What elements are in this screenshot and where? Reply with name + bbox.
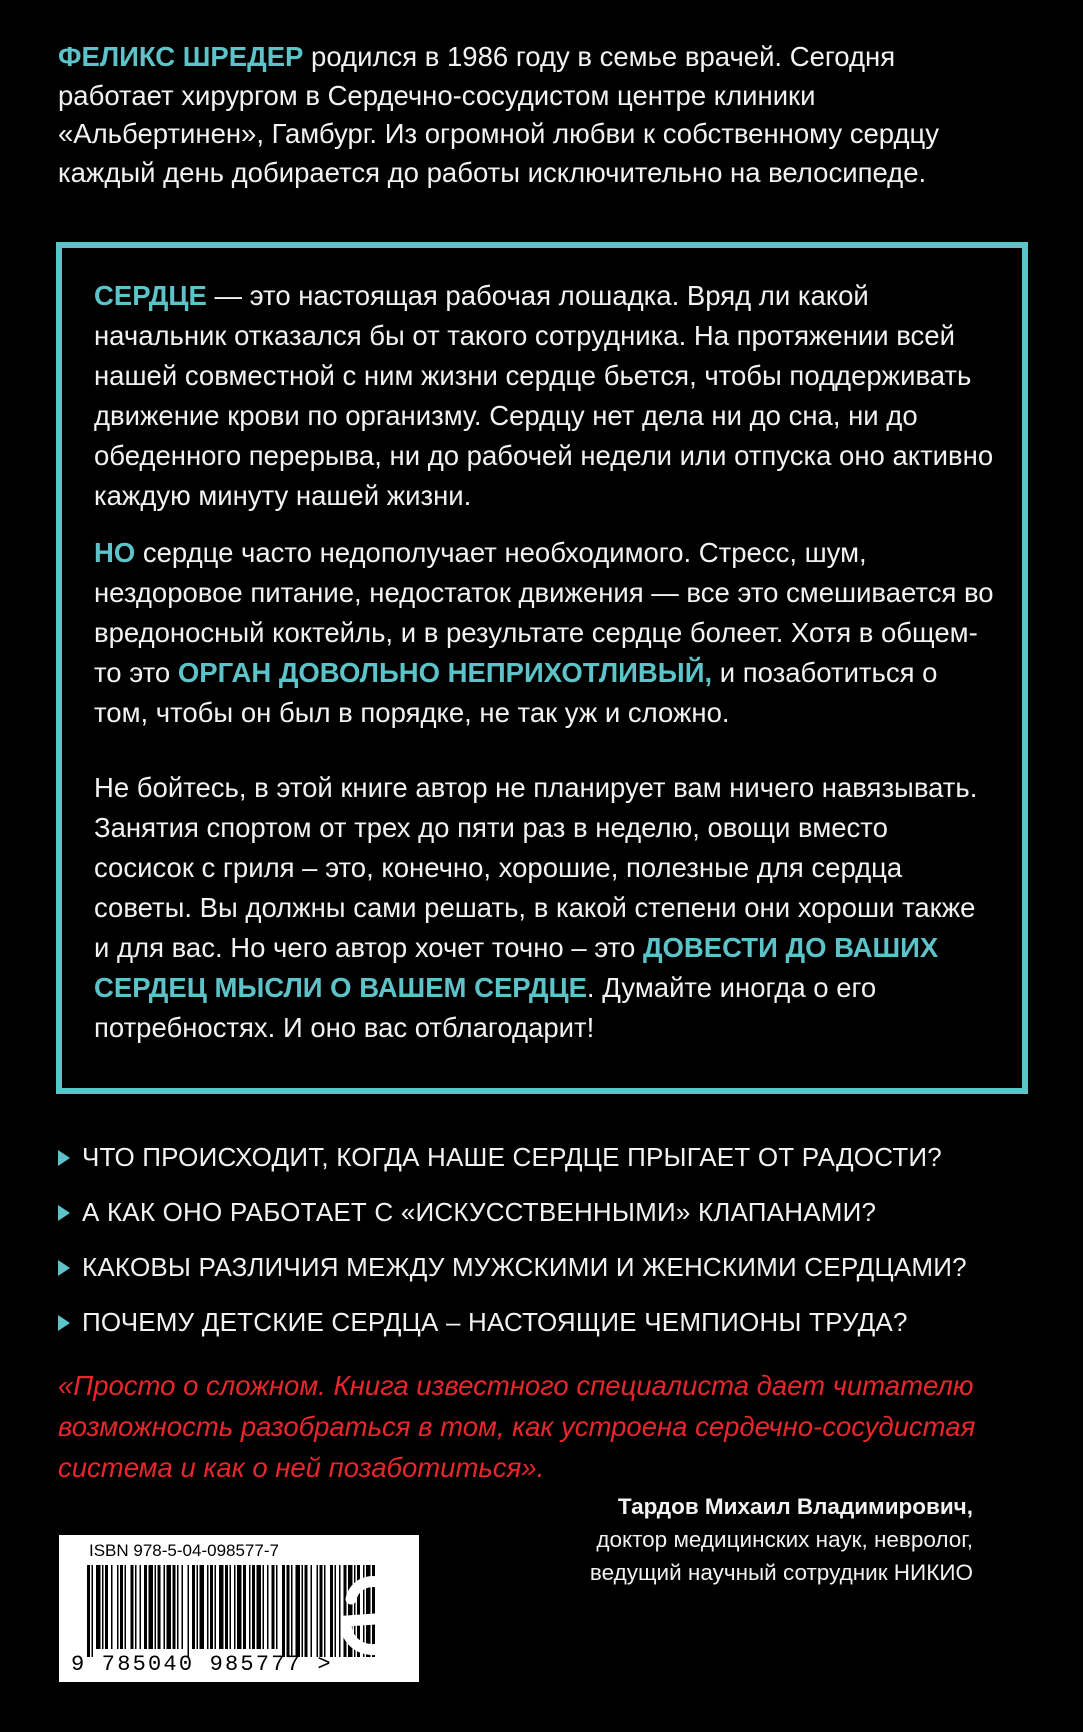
reviewer-position: ведущий научный сотрудник НИКИО	[589, 1560, 973, 1585]
paragraph-1-lead: СЕРДЦЕ	[94, 280, 207, 311]
barcode-bar	[192, 1565, 195, 1649]
barcode-bar	[230, 1565, 232, 1649]
barcode-bar	[131, 1565, 134, 1649]
author-name: ФЕЛИКС ШРЕДЕР	[58, 41, 304, 72]
barcode-bar	[272, 1565, 275, 1649]
paragraph-3-text-a: Не бойтесь, в этой книге автор не планирует вам ничего навязывать. Занятия спортом от трех до пяти раз в неделю, овощи вместо сосисок с гриля – это, конечно, хорошие, полезные для сердца советы. Вы должны сами решать, в какой степени они хороши также и для вас. Но чего автор хочет точно – это	[94, 772, 978, 963]
paragraph-2-highlight: ОРГАН ДОВОЛЬНО НЕПРИХОТЛИВЫЙ,	[177, 657, 713, 688]
question-text: ЧТО ПРОИСХОДИТ, КОГДА НАШЕ СЕРДЦЕ ПРЫГАЕТ ОТ РАДОСТИ?	[82, 1142, 942, 1172]
barcode-bar	[282, 1565, 285, 1657]
barcode-bar	[158, 1565, 161, 1649]
question-text: ПОЧЕМУ ДЕТСКИЕ СЕРДЦА – НАСТОЯЩИЕ ЧЕМПИОНЫ ТРУДА?	[82, 1307, 908, 1337]
publisher-logo-icon	[333, 1565, 405, 1665]
question-item	[58, 1240, 1058, 1295]
barcode-bar	[177, 1565, 179, 1649]
triangle-right-icon	[58, 1315, 70, 1331]
barcode-bar	[117, 1565, 119, 1649]
barcode-bar	[207, 1565, 209, 1649]
barcode-bar	[92, 1565, 94, 1657]
reviewer-name: Тардов Михаил Владимирович,	[617, 1494, 973, 1519]
barcode-bar	[219, 1565, 224, 1649]
barcode-bar	[249, 1565, 251, 1649]
reviewer-signature	[373, 1490, 973, 1589]
barcode-digits: 9 785040 985777 >	[71, 1652, 333, 1677]
paragraph-1-text: — это настоящая рабочая лошадка. Вряд ли какой начальник отказался бы от такого сотрудника. На протяжении всей нашей совместной с ним жизни сердце бьется, чтобы поддерживать движение крови по организму. Сердцу нет дела ни до сна, ни до обеденного перерыва, ни до рабочей недели или отпуска оно активно каждую минуту нашей жизни.	[94, 280, 994, 511]
barcode-bar	[263, 1565, 265, 1649]
barcode-bar	[320, 1565, 323, 1657]
author-bio-text: родился в 1986 году в семье врачей. Сегодня работает хирургом в Сердечно-сосудистом центре клиники «Альбертинен», Гамбург. Из огромной любви к собственному сердцу каждый день добирается до работы исключительно на велосипеде.	[58, 41, 939, 188]
barcode-bar	[135, 1565, 137, 1649]
barcode-bar	[237, 1565, 242, 1649]
paragraph-3-highlight: ДОВЕСТИ ДО ВАШИХ СЕРДЕЦ МЫСЛИ О ВАШЕМ СЕРДЦЕ	[94, 932, 939, 1003]
annotation-frame	[56, 242, 1028, 1094]
barcode-bar	[267, 1565, 269, 1649]
barcode-bar	[257, 1565, 262, 1649]
barcode-bar	[155, 1565, 157, 1649]
barcode-bar	[111, 1565, 113, 1649]
barcode-bar	[144, 1565, 147, 1649]
question-item	[58, 1130, 1058, 1185]
barcode-bar	[210, 1565, 213, 1649]
barcode-bar	[140, 1565, 142, 1649]
paragraph-2-text-b: и позаботиться о том, чтобы он был в порядке, не так уж и сложно.	[94, 657, 938, 728]
barcode-bar	[287, 1565, 290, 1657]
author-bio	[58, 38, 1008, 192]
triangle-right-icon	[58, 1205, 70, 1221]
barcode-bar	[317, 1565, 319, 1657]
barcode-bar	[125, 1565, 127, 1649]
barcode-bar	[252, 1565, 255, 1649]
reviewer-title: доктор медицинских наук, невролог,	[596, 1527, 973, 1552]
barcode-bar	[167, 1565, 172, 1649]
question-text: КАКОВЫ РАЗЛИЧИЯ МЕЖДУ МУЖСКИМИ И ЖЕНСКИМИ СЕРДЦАМИ?	[82, 1252, 967, 1282]
paragraph-2-text-a: сердце часто недополучает необходимого. Стресс, шум, нездоровое питание, недостаток движения — все это смешивается во вредоносный коктейль, и в результате сердце болеет. Хотя в общем-то это	[94, 537, 994, 688]
barcode-bar	[291, 1565, 293, 1657]
barcode-bar	[200, 1565, 205, 1649]
barcode-bar	[324, 1565, 326, 1657]
barcode-bar	[225, 1565, 228, 1649]
barcode-bar	[234, 1565, 236, 1649]
barcode-bar	[173, 1565, 176, 1649]
barcode-bar	[149, 1565, 154, 1649]
barcode-bar	[105, 1565, 108, 1649]
barcode-bar	[296, 1565, 301, 1657]
barcode-bar	[243, 1565, 246, 1649]
annotation-paragraph-3	[94, 768, 994, 1048]
barcode-bar	[197, 1565, 199, 1649]
review-quote: «Просто о сложном. Книга известного специалиста дает читателю возможность разобраться в том, как устроена сердечно-сосудистая система и как о ней позаботиться».	[58, 1370, 976, 1483]
question-text: А КАК ОНО РАБОТАЕТ С «ИСКУССТВЕННЫМИ» КЛАПАНАМИ?	[82, 1197, 877, 1227]
barcode-bar	[302, 1565, 304, 1657]
triangle-right-icon	[58, 1260, 70, 1276]
barcode-bar	[305, 1565, 308, 1657]
isbn-number: ISBN 978-5-04-098577-7	[89, 1541, 279, 1560]
barcode-bar	[120, 1565, 123, 1649]
barcode-bar	[276, 1565, 278, 1649]
barcode-bar	[215, 1565, 217, 1649]
triangle-right-icon	[58, 1150, 70, 1166]
question-item	[58, 1185, 1058, 1240]
barcode-bar	[182, 1565, 184, 1649]
barcode-bar	[188, 1565, 190, 1657]
barcode-bar	[87, 1565, 90, 1657]
paragraph-2-lead: НО	[94, 537, 136, 568]
annotation-paragraph-1	[94, 276, 994, 516]
question-item	[58, 1295, 1058, 1350]
barcode-bar	[96, 1565, 101, 1649]
paragraph-3-text-b: . Думайте иногда о его потребностях. И оно вас отблагодарит!	[94, 972, 877, 1043]
question-list	[58, 1130, 1058, 1350]
barcode-bar	[164, 1565, 166, 1649]
barcode-bar	[102, 1565, 104, 1649]
barcode-bar	[311, 1565, 313, 1657]
annotation-paragraph-2	[94, 533, 994, 733]
